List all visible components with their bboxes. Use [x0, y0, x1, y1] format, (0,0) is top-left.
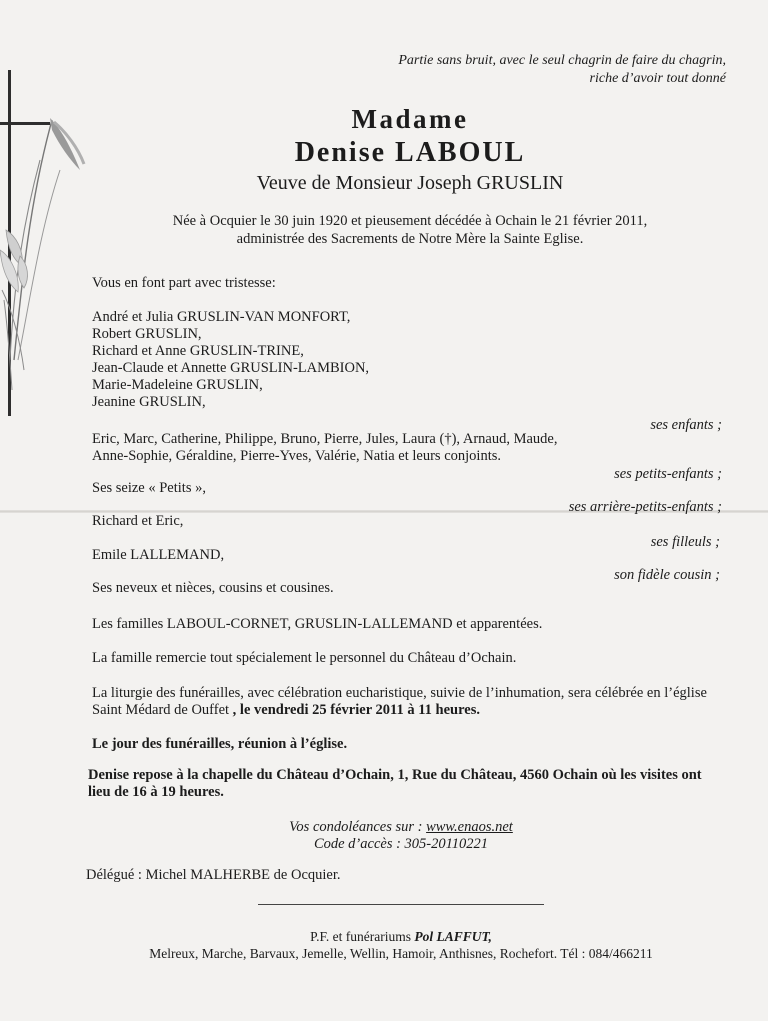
grandchildren-label: ses petits-enfants ; [614, 466, 722, 482]
nephews-text: Ses neveux et nièces, cousins et cousines. [92, 580, 334, 596]
delegate-text: Délégué : Michel MALHERBE de Ocquier. [86, 867, 341, 883]
list-item: Robert GRUSLIN, [92, 326, 202, 342]
list-item: Jean-Claude et Annette GRUSLIN-LAMBION, [92, 360, 370, 376]
families-text: Les familles LABOUL-CORNET, GRUSLIN-LALLEMAND et apparentées. [92, 616, 543, 632]
list-item: Jeanine GRUSLIN, [92, 394, 206, 410]
deceased-name: Denise LABOUL [294, 137, 526, 168]
great-grandchildren-text: Ses seize « Petits », [92, 480, 206, 496]
access-code: Code d’accès : 305-20110221 [313, 836, 489, 852]
liturgy-church: Saint Médard de Ouffet [92, 702, 233, 718]
gathering-text: Le jour des funérailles, réunion à l’église. [92, 736, 348, 752]
visits-line-1: Denise repose à la chapelle du Château d’Ochain, 1, Rue du Château, 4560 Ochain où les visites ont [88, 767, 702, 783]
footer-line-2: Melreux, Marche, Barvaux, Jemelle, Wellin, Hamoir, Anthisnes, Rochefort. Tél : 084/466211 [149, 946, 653, 961]
visits-line-2: lieu de 16 à 19 heures. [88, 784, 224, 800]
epigraph-line-1: Partie sans bruit, avec le seul chagrin de faire du chagrin, [398, 53, 726, 68]
liturgy-line-2 [92, 701, 480, 719]
list-item: Marie-Madeleine GRUSLIN, [92, 377, 263, 393]
footer-funeral-home: Pol LAFFUT, [414, 929, 492, 944]
widow-of: Veuve de Monsieur Joseph GRUSLIN [256, 172, 564, 194]
separator-line [258, 904, 544, 905]
thanks-text: La famille remercie tout spécialement le personnel du Château d’Ochain. [92, 650, 517, 666]
intro-text: Vous en font part avec tristesse: [92, 275, 276, 291]
condolences-prefix: Vos condoléances sur : [289, 819, 427, 835]
great-grandchildren-label: ses arrière-petits-enfants ; [568, 499, 722, 515]
liturgy-line-1: La liturgie des funérailles, avec célébration eucharistique, suivie de l’inhumation, sera célébrée en l’église [92, 685, 707, 701]
godchildren-label: ses filleuls ; [650, 534, 720, 550]
title-madame: Madame [351, 104, 469, 134]
children-label: ses enfants ; [650, 417, 722, 433]
cousin-text: Emile LALLEMAND, [92, 547, 225, 563]
list-item: Richard et Anne GRUSLIN-TRINE, [92, 343, 304, 359]
epigraph-line-2: riche d’avoir tout donné [589, 71, 726, 86]
footer-funeral-prefix: P.F. et funérariums [310, 929, 415, 944]
liturgy-date: , le vendredi 25 février 2011 à 11 heures. [232, 702, 480, 718]
grandchildren-line-1: Eric, Marc, Catherine, Philippe, Bruno, Pierre, Jules, Laura (†), Arnaud, Maude, [92, 431, 558, 447]
footer-line-1 [0, 928, 768, 946]
birth-death-line-2: administrée des Sacrements de Notre Mère la Sainte Eglise. [236, 231, 584, 247]
list-item: André et Julia GRUSLIN-VAN MONFORT, [92, 309, 351, 325]
grandchildren-line-2: Anne-Sophie, Géraldine, Pierre-Yves, Valérie, Natia et leurs conjoints. [92, 448, 501, 464]
cousin-label: son fidèle cousin ; [614, 567, 720, 583]
godchildren-text: Richard et Eric, [92, 513, 184, 529]
birth-death-line-1: Née à Ocquier le 30 juin 1920 et pieusement décédée à Ochain le 21 février 2011, [172, 213, 648, 229]
condolences-line [0, 818, 768, 836]
condolences-link[interactable]: www.enaos.net [426, 819, 513, 835]
